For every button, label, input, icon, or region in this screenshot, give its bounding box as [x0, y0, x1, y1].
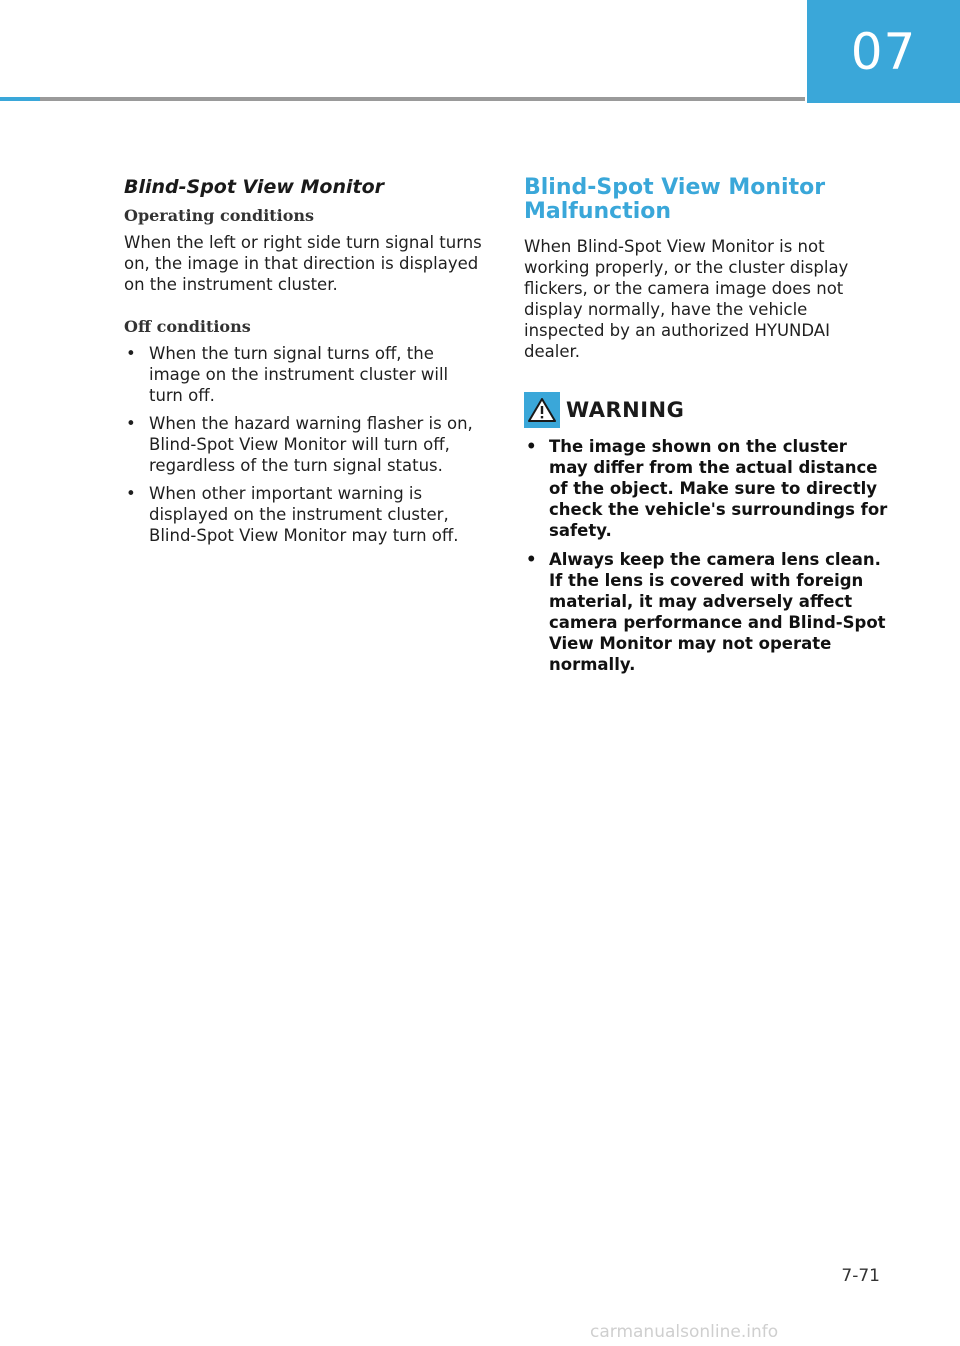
off-conditions-heading: Off conditions [124, 317, 251, 336]
list-item: • When the turn signal turns off, the image on the instrument cluster will turn off. [124, 343, 484, 406]
malfunction-heading: Blind-Spot View Monitor Malfunction [524, 175, 826, 224]
list-item: • When the hazard warning flasher is on, Blind-Spot View Monitor will turn off, regardless of the turn signal status. [124, 413, 484, 476]
warning-list [524, 436, 889, 675]
section-title: Blind-Spot View Monitor [124, 176, 384, 198]
watermark: carmanualsonline.info [590, 1322, 779, 1342]
warning-header [524, 392, 889, 428]
left-column [124, 170, 484, 553]
chapter-tab [807, 0, 960, 103]
off-conditions-list [124, 343, 484, 546]
list-item: • The image shown on the cluster may differ from the actual distance of the object. Make sure to directly check the vehicle's surroundings for safety. [524, 436, 889, 541]
page-number: 7-71 [841, 1266, 880, 1286]
warning-label: WARNING [566, 398, 685, 422]
warning-triangle-icon [524, 392, 560, 428]
chapter-number: 07 [850, 22, 917, 81]
operating-conditions-text: When the left or right side turn signal turns on, the image in that direction is displayed on the instrument cluster. [124, 233, 482, 294]
list-item: • Always keep the camera lens clean. If the lens is covered with foreign material, it may adversely affect camera performance and Blind-Spot View Monitor may not operate normally. [524, 549, 889, 675]
malfunction-text: When Blind-Spot View Monitor is not working properly, or the cluster display flickers, or the camera image does not display normally, have the vehicle inspected by an authorized HYUNDAI dealer. [524, 237, 849, 361]
operating-conditions-heading: Operating conditions [124, 206, 315, 225]
list-item: • When other important warning is displayed on the instrument cluster, Blind-Spot View Monitor may turn off. [124, 483, 484, 546]
header-rule [0, 97, 805, 101]
right-column [524, 170, 889, 683]
header-rule-accent [0, 97, 40, 101]
